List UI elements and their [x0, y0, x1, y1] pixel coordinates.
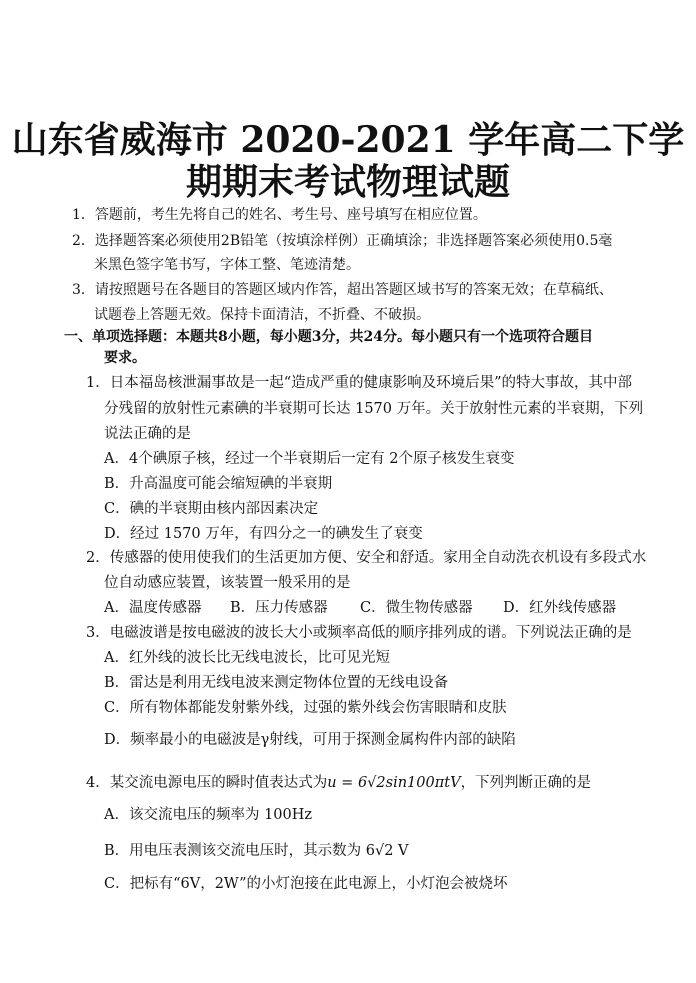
- instruction-2-line-1: 2．选择题答案必须使用2B铅笔（按填涂样例）正确填涂；非选择题答案必须使用0.5毫: [72, 233, 613, 249]
- instruction-3-line-1: 3．请按照题号在各题目的答题区域内作答，超出答题区域书写的答案无效；在草稿纸、: [72, 282, 613, 298]
- question-2-stem-line-2: 位自动感应装置，该装置一般采用的是: [104, 575, 351, 591]
- instruction-3-line-2: 试题卷上答题无效。保持卡面清洁，不折叠、不破损。: [94, 307, 430, 323]
- question-1-option-c: C．碘的半衰期由核内部因素决定: [104, 501, 319, 517]
- question-4-option-c: C．把标有“6V，2W”的小灯泡接在此电源上，小灯泡会被烧坏: [104, 876, 508, 892]
- question-4-stem-suffix: ，下列判断正确的是: [460, 775, 592, 791]
- document-title-line-1: 山东省威海市 2020-2021 学年高二下学: [11, 119, 685, 161]
- question-4-option-a: A．该交流电压的频率为 100Hz: [104, 807, 313, 823]
- question-1-option-d: D．经过 1570 万年，有四分之一的碘发生了衰变: [104, 526, 423, 542]
- question-4-stem-prefix: 4．某交流电源电压的瞬时值表达式为: [86, 775, 328, 791]
- instruction-2-line-2: 米黑色签字笔书写，字体工整、笔迹清楚。: [94, 257, 360, 273]
- instruction-1: 1．答题前，考生先将自己的姓名、考生号、座号填写在相应位置。: [72, 207, 487, 223]
- question-4-stem: [86, 772, 591, 794]
- question-2-option-b: B．压力传感器: [230, 600, 328, 616]
- question-2-option-c: C．微生物传感器: [360, 600, 473, 616]
- question-1-option-a: A．4个碘原子核，经过一个半衰期后一定有 2个原子核发生衰变: [104, 451, 515, 467]
- question-3-option-d: D．频率最小的电磁波是γ射线，可用于探测金属构件内部的缺陷: [104, 732, 516, 748]
- section-heading-line-1: 一、单项选择题：本题共8小题，每小题3分，共24分。每小题只有一个选项符合题目: [64, 329, 593, 345]
- question-1-stem-line-1: 1．日本福岛核泄漏事故是一起“造成严重的健康影响及环境后果”的特大事故，其中部: [86, 375, 633, 391]
- question-3-option-a: A．红外线的波长比无线电波长，比可见光短: [104, 650, 390, 666]
- document-title-line-2: 期期末考试物理试题: [185, 161, 510, 203]
- question-3-stem: 3．电磁波谱是按电磁波的波长大小或频率高低的顺序排列成的谱。下列说法正确的是: [86, 625, 632, 641]
- section-heading-line-2: 要求。: [104, 350, 146, 366]
- question-4-option-b: B．用电压表测该交流电压时，其示数为 6√2 V: [104, 843, 409, 859]
- question-2-stem-line-1: 2．传感器的使用使我们的生活更加方便、安全和舒适。家用全自动洗衣机设有多段式水: [86, 550, 647, 566]
- voltage-formula: u = 6√2sin100πtV: [327, 775, 461, 791]
- question-3-option-b: B．雷达是利用无线电波来测定物体位置的无线电设备: [104, 675, 449, 691]
- question-2-option-d: D．红外线传感器: [503, 600, 617, 616]
- question-1-option-b: B．升高温度可能会缩短碘的半衰期: [104, 476, 333, 492]
- question-1-stem-line-3: 说法正确的是: [104, 426, 191, 442]
- question-3-option-c: C．所有物体都能发射紫外线，过强的紫外线会伤害眼睛和皮肤: [104, 700, 507, 716]
- question-2-option-a: A．温度传感器: [104, 600, 202, 616]
- question-1-stem-line-2: 分残留的放射性元素碘的半衰期可长达 1570 万年。关于放射性元素的半衰期，下列: [104, 401, 644, 417]
